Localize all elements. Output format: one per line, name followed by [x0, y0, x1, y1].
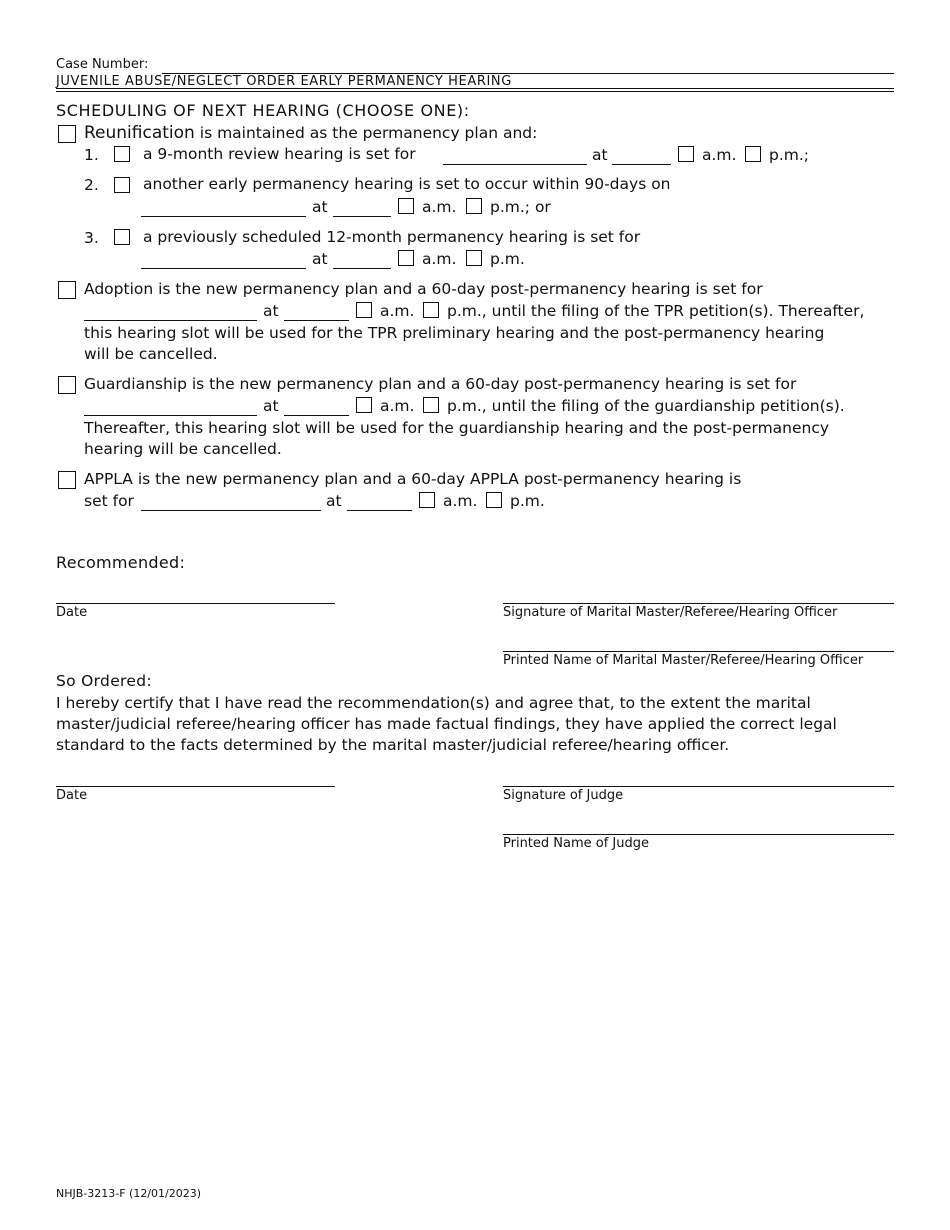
guardianship-pm-checkbox[interactable] — [423, 397, 439, 413]
certification-line-3: standard to the facts determined by the marital master/judicial referee/hearing officer. — [56, 736, 730, 754]
guardianship-line-3: Thereafter, this hearing slot will be used for the guardianship hearing and the post-permanency — [84, 419, 830, 437]
option-2-checkbox[interactable] — [114, 177, 130, 193]
appla-time-field[interactable] — [347, 492, 412, 511]
option-1-time-field[interactable] — [612, 146, 671, 165]
appla-line-1: APPLA is the new permanency plan and a 60-day APPLA post-permanency hearing is — [84, 470, 742, 488]
option-2-am-label: a.m. — [422, 198, 457, 216]
option-2-am-checkbox[interactable] — [398, 198, 414, 214]
option-3-am-label: a.m. — [422, 250, 457, 268]
title-rule-top — [56, 88, 894, 89]
guardianship-line-1: Guardianship is the new permanency plan and a 60-day post-permanency hearing is set for — [84, 375, 797, 393]
appla-pm-label: p.m. — [510, 492, 545, 510]
reunification-text — [84, 123, 537, 143]
option-3-text: a previously scheduled 12-month permanency hearing is set for — [143, 228, 641, 246]
option-2-pm-label: p.m.; or — [490, 198, 551, 216]
adoption-at: at — [263, 302, 279, 320]
title-rule-bottom — [56, 91, 894, 92]
case-number-label: Case Number: — [56, 57, 149, 72]
appla-at: at — [326, 492, 342, 510]
judge-printed-name-label: Printed Name of Judge — [503, 836, 650, 851]
appla-am-label: a.m. — [443, 492, 478, 510]
judge-date-label: Date — [56, 788, 88, 803]
appla-date-field[interactable] — [141, 492, 321, 511]
option-1-number: 1. — [84, 146, 99, 164]
guardianship-am-checkbox[interactable] — [356, 397, 372, 413]
certification-line-2: master/judicial referee/hearing officer has made factual findings, they have applied the correct legal — [56, 715, 837, 733]
option-2-number: 2. — [84, 176, 99, 194]
recommended-date-label: Date — [56, 605, 88, 620]
adoption-line-4: will be cancelled. — [84, 345, 218, 363]
option-3-number: 3. — [84, 229, 99, 247]
appla-pm-checkbox[interactable] — [486, 492, 502, 508]
recommended-heading: Recommended: — [56, 553, 186, 572]
recommended-printed-name-line[interactable] — [503, 651, 894, 652]
option-1-checkbox[interactable] — [114, 146, 130, 162]
option-1-am-label: a.m. — [702, 146, 737, 164]
certification-line-1: I hereby certify that I have read the recommendation(s) and agree that, to the extent the marital — [56, 694, 811, 712]
option-3-am-checkbox[interactable] — [398, 250, 414, 266]
appla-set-for: set for — [84, 492, 134, 510]
form-title: JUVENILE ABUSE/NEGLECT ORDER EARLY PERMANENCY HEARING — [56, 74, 512, 89]
guardianship-time-field[interactable] — [284, 397, 349, 416]
appla-am-checkbox[interactable] — [419, 492, 435, 508]
reunification-checkbox[interactable] — [58, 125, 76, 143]
reunification-lead: Reunification — [84, 123, 195, 143]
form-number: NHJB-3213-F (12/01/2023) — [56, 1187, 202, 1200]
adoption-time-field[interactable] — [284, 302, 349, 321]
option-2-pm-checkbox[interactable] — [466, 198, 482, 214]
option-1-text: a 9-month review hearing is set for — [143, 145, 416, 163]
scheduling-heading: SCHEDULING OF NEXT HEARING (CHOOSE ONE): — [56, 101, 470, 120]
guardianship-checkbox[interactable] — [58, 376, 76, 394]
guardianship-am-label: a.m. — [380, 397, 415, 415]
judge-signature-label: Signature of Judge — [503, 788, 624, 803]
reunification-rest: is maintained as the permanency plan and: — [199, 124, 538, 142]
adoption-date-field[interactable] — [84, 302, 257, 321]
adoption-am-checkbox[interactable] — [356, 302, 372, 318]
option-3-checkbox[interactable] — [114, 229, 130, 245]
recommended-signature-line[interactable] — [503, 603, 894, 604]
recommended-printed-name-label: Printed Name of Marital Master/Referee/Hearing Officer — [503, 653, 864, 668]
option-1-am-checkbox[interactable] — [678, 146, 694, 162]
adoption-pm-checkbox[interactable] — [423, 302, 439, 318]
adoption-checkbox[interactable] — [58, 281, 76, 299]
so-ordered-heading: So Ordered: — [56, 672, 152, 690]
guardianship-at: at — [263, 397, 279, 415]
option-3-pm-checkbox[interactable] — [466, 250, 482, 266]
appla-checkbox[interactable] — [58, 471, 76, 489]
guardianship-pm-tail: p.m., until the filing of the guardianship petition(s). — [447, 397, 845, 415]
guardianship-line-4: hearing will be cancelled. — [84, 440, 282, 458]
judge-printed-name-line[interactable] — [503, 834, 894, 835]
adoption-am-label: a.m. — [380, 302, 415, 320]
option-2-at: at — [312, 198, 328, 216]
option-3-time-field[interactable] — [333, 250, 391, 269]
adoption-pm-tail: p.m., until the filing of the TPR petition(s). Thereafter, — [447, 302, 865, 320]
option-3-at: at — [312, 250, 328, 268]
adoption-line-1: Adoption is the new permanency plan and a 60-day post-permanency hearing is set for — [84, 280, 763, 298]
option-2-date-field[interactable] — [141, 198, 306, 217]
judge-date-line[interactable] — [56, 786, 335, 787]
recommended-signature-label: Signature of Marital Master/Referee/Hearing Officer — [503, 605, 838, 620]
option-3-pm-label: p.m. — [490, 250, 525, 268]
recommended-date-line[interactable] — [56, 603, 335, 604]
option-1-at: at — [592, 146, 608, 164]
guardianship-date-field[interactable] — [84, 397, 257, 416]
judge-signature-line[interactable] — [503, 786, 894, 787]
option-2-time-field[interactable] — [333, 198, 391, 217]
adoption-line-3: this hearing slot will be used for the TPR preliminary hearing and the post-permanency hearing — [84, 324, 825, 342]
option-3-date-field[interactable] — [141, 250, 306, 269]
option-1-date-field[interactable] — [443, 146, 587, 165]
option-2-text: another early permanency hearing is set to occur within 90-days on — [143, 175, 671, 193]
option-1-pm-label: p.m.; — [769, 146, 810, 164]
option-1-pm-checkbox[interactable] — [745, 146, 761, 162]
